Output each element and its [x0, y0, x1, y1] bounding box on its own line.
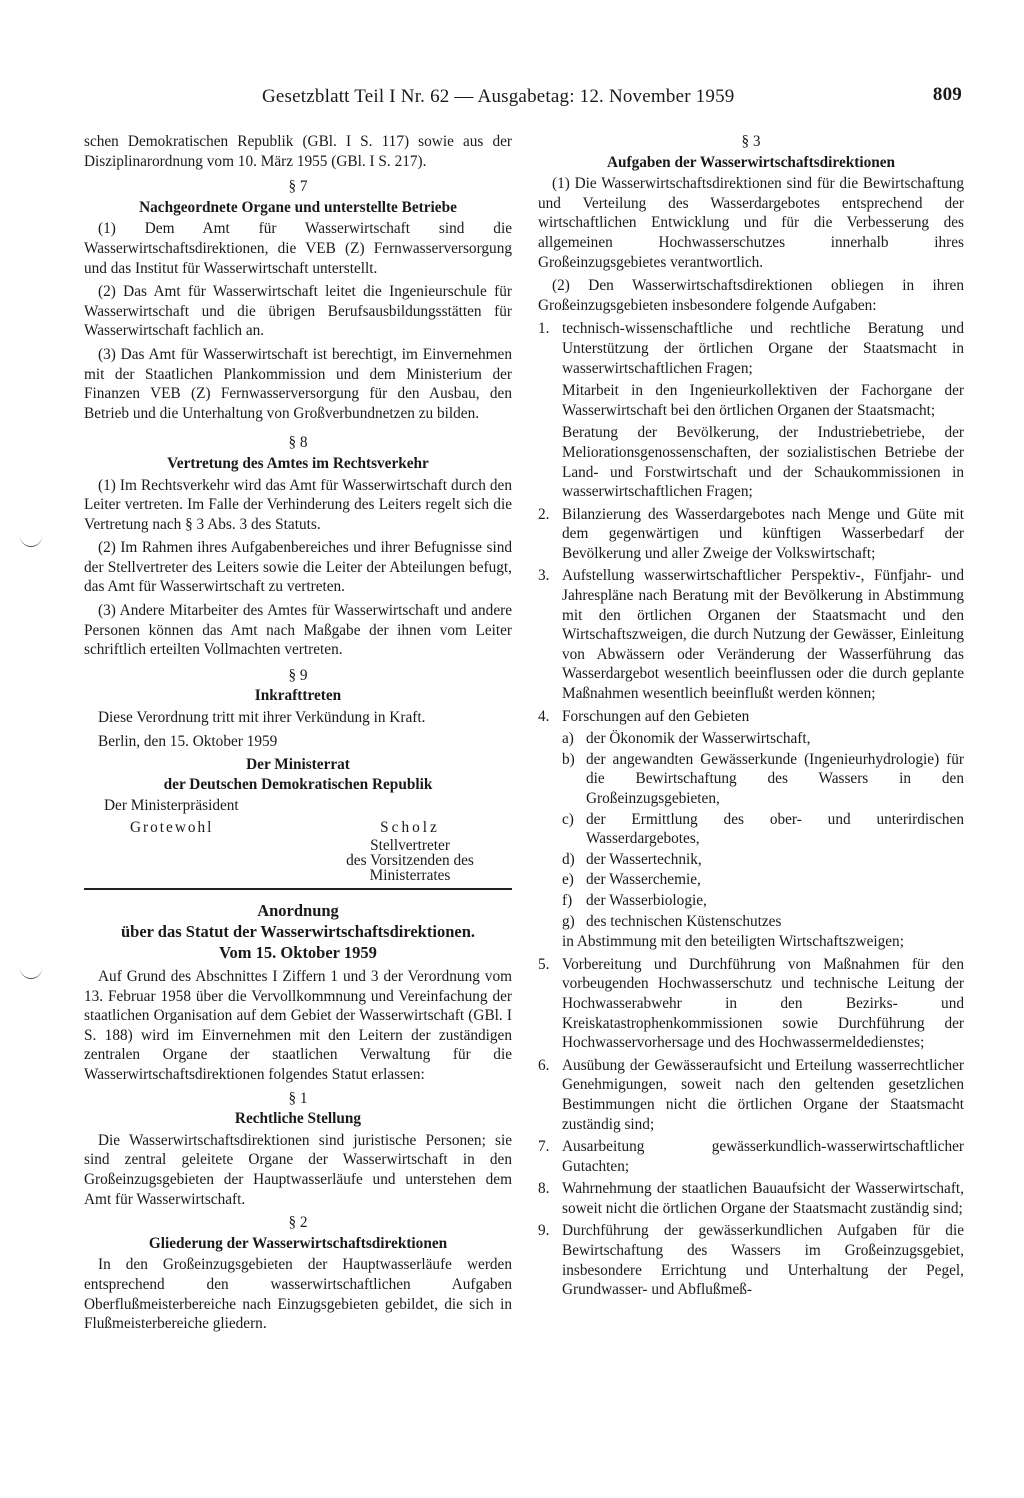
- sub-item-text: der Wasserbiologie,: [586, 891, 707, 909]
- signature-role-line: des Vorsitzenden des: [346, 851, 474, 869]
- section-number: § 1: [288, 1089, 308, 1107]
- list-item: [538, 955, 964, 1053]
- sub-item-text: der Ökonomik der Wasserwirtschaft,: [586, 730, 811, 748]
- sub-item-letter: c): [562, 810, 574, 828]
- intro-paragraph: schen Demokratischen Republik (GBl. I S. 117) sowie aus der Disziplinarordnung vom 10. März 1955 (GBl. I S. 217).: [84, 133, 512, 170]
- item-text: Mitarbeit in den Ingenieurkollektiven der Fachorgane der Wasserwirtschaft bei den örtlichen Organen der Staatsmacht;: [562, 382, 964, 419]
- item-text: Ausarbeitung gewässerkundlich-wasserwirtschaftlicher Gutachten;: [562, 1138, 964, 1175]
- sub-item-letter: b): [562, 750, 575, 768]
- section-number: § 9: [288, 666, 308, 684]
- signature-role-line: Stellvertreter: [370, 836, 450, 854]
- margin-mark: [20, 536, 42, 547]
- item-text: Beratung der Bevölkerung, der Industriebetriebe, der Meliorationsgenossenschaften, der sozialistischen Betriebe der Land- und Forstwirtschaft und der Schaukommissionen in wasserwirtschaftlichen Fragen;: [562, 424, 964, 501]
- council-line-2: der Deutschen Demokratischen Republik: [163, 775, 433, 793]
- list-item: [538, 1221, 964, 1299]
- paragraph: (1) Die Wasserwirtschaftsdirektionen sind für die Bewirtschaftung und Verteilung des Wasserdargebotes entsprechend der wirtschaftlichen Entwicklung und für die Verbesserung des allgemeinen Hochwasserschutzes innerhalb ihres Großeinzugsgebietes verantwortlich.: [538, 175, 964, 271]
- signature-role-line: Ministerrates: [369, 866, 451, 884]
- sub-list-item: [562, 729, 964, 749]
- paragraph: Diese Verordnung tritt mit ihrer Verkündung in Kraft.: [98, 709, 426, 727]
- paragraph: In den Großeinzugsgebieten der Hauptwasserläufe werden entsprechend den wasserwirtschaftlichen Aufgaben Oberflußmeisterbereiche nach Einzugsgebieten gebildet, die sich in Flußmeisterbereiche gliedern.: [84, 1256, 512, 1333]
- paragraph: (3) Das Amt für Wasserwirtschaft ist berechtigt, im Einvernehmen mit der Staatlichen Plankommission und dem Ministerium der Finanzen VEB (Z) Fernwasserversorgung für den Ausbau, den Betrieb und die Unterhaltung von Großverbundnetzen zu bilden.: [84, 345, 512, 422]
- paragraph: (2) Im Rahmen ihres Aufgabenbereiches und ihrer Befugnisse sind der Stellvertreter des Leiters sowie die Leiter der Abteilungen befugt, das Amt für Wasserwirtschaft zu vertreten.: [84, 539, 512, 596]
- ordinance-intro: Auf Grund des Abschnittes I Ziffern 1 und 3 der Verordnung vom 13. Februar 1958 über die Vervollkommnung und Vereinfachung der staatlichen Organisation auf dem Gebiet der Wasserwirtschaft (GBl. I S. 188) wird im Einvernehmen mit den Leitern der zuständigen zentralen Organe der staatlichen Verwaltung für die Wasserwirtschaftsdirektionen folgendes Statut erlassen:: [84, 968, 512, 1083]
- ordinance-subtitle: über das Statut der Wasserwirtschaftsdirektionen.: [120, 922, 475, 941]
- section-number: § 3: [741, 133, 761, 150]
- list-item: [538, 1137, 964, 1176]
- item-number: 7.: [538, 1138, 550, 1156]
- signature-grotewohl: Grotewohl: [130, 819, 214, 836]
- section-heading: Gliederung der Wasserwirtschaftsdirektionen: [148, 1234, 448, 1252]
- sub-item-text: der Wasserchemie,: [586, 871, 701, 889]
- sub-item-letter: f): [562, 891, 573, 909]
- sub-list-item: [562, 850, 964, 870]
- sub-list-item: [562, 891, 964, 911]
- page-number: 809: [932, 84, 962, 105]
- paragraph: (3) Andere Mitarbeiter des Amtes für Wasserwirtschaft und andere Personen können das Amt nach Maßgabe der ihnen vom Leiter schriftlich erteilten Vollmachten vertreten.: [84, 602, 512, 659]
- sub-list-item: [562, 912, 964, 932]
- sub-list-item: [562, 870, 964, 890]
- section-heading: Aufgaben der Wasserwirtschaftsdirektionen: [606, 153, 896, 171]
- item-text: Bilanzierung des Wasserdargebotes nach Menge und Güte mit dem gegenwärtigen und künftigen Wasserbedarf der Bevölkerung und aller Zweige der Volkswirtschaft;: [562, 505, 964, 562]
- section-heading: Vertretung des Amtes im Rechtsverkehr: [167, 454, 429, 472]
- list-item: [538, 319, 964, 501]
- place-date: Berlin, den 15. Oktober 1959: [98, 732, 278, 750]
- sub-list: [562, 729, 964, 931]
- item-text: Vorbereitung und Durchführung von Maßnahmen für den vorbeugenden Hochwasserschutz und technische Leitung der Hochwasserabwehr in den Bezirks- und Kreiskatastrophenkommissionen sowie Durchführung der Hochwasservorhersage und des Hochwassermeldedienstes;: [562, 955, 964, 1052]
- item-number: 2.: [538, 505, 550, 523]
- sub-item-letter: e): [562, 871, 574, 889]
- sub-item-text: des technischen Küstenschutzes: [586, 912, 782, 930]
- paragraph: (1) Dem Amt für Wasserwirtschaft sind die Wasserwirtschaftsdirektionen, die VEB (Z) Fernwasserversorgung und das Institut für Wasserwirtschaft unterstellt.: [84, 220, 512, 277]
- sub-list-item: [562, 750, 964, 809]
- list-item: [538, 566, 964, 703]
- item-number: 9.: [538, 1222, 550, 1240]
- paragraph: Die Wasserwirtschaftsdirektionen sind juristische Personen; sie sind zentral geleitete Organe der Wasserwirtschaft in den Großeinzugsgebieten der Hauptwasserläufe und unterstehen dem Amt für Wasserwirtschaft.: [84, 1131, 512, 1208]
- item-text: in Abstimmung mit den beteiligten Wirtschaftszweigen;: [562, 933, 904, 951]
- item-text: Durchführung der gewässerkundlichen Aufgaben für die Bewirtschaftung des Wassers im Großeinzugsgebiet, insbesondere Errichtung und Unterhaltung der Pegel, Grundwasser- und Abflußmeß-: [562, 1222, 964, 1299]
- item-number: 1.: [538, 320, 550, 338]
- paragraph: (1) Im Rechtsverkehr wird das Amt für Wasserwirtschaft durch den Leiter vertreten. Im Falle der Verhinderung des Leiters regelt sich die Vertretung nach § 3 Abs. 3 des Statuts.: [84, 476, 512, 533]
- right-column: [538, 132, 964, 1303]
- sub-item-letter: g): [562, 912, 575, 930]
- sub-list-item: [562, 810, 964, 849]
- margin-mark: [20, 968, 42, 979]
- divider-rule: [84, 888, 512, 890]
- ordinance-title: Anordnung: [257, 901, 339, 920]
- section-heading: Inkrafttreten: [254, 687, 342, 705]
- item-number: 6.: [538, 1056, 550, 1074]
- ordinance-date: Vom 15. Oktober 1959: [219, 943, 377, 962]
- signature-scholz-block: [320, 818, 500, 883]
- council-line-1: Der Ministerrat: [246, 756, 350, 774]
- sub-item-text: der angewandten Gewässerkunde (Ingenieurhydrologie) für die Bewirtschaftung des Wassers in den Großeinzugsgebieten,: [586, 750, 964, 807]
- item-text: Ausübung der Gewässeraufsicht und Erteilung wasserrechtlicher Genehmigungen, soweit nach den geltenden gesetzlichen Bestimmungen nicht die örtlichen Organe der Staatsmacht zuständig sind;: [562, 1056, 964, 1133]
- section-heading: Nachgeordnete Organe und unterstellte Betriebe: [139, 198, 457, 216]
- signature-block: [84, 818, 512, 884]
- signature-scholz: Scholz: [380, 819, 440, 836]
- item-number: 5.: [538, 955, 550, 973]
- item-number: 3.: [538, 567, 550, 585]
- section-number: § 2: [288, 1214, 308, 1232]
- header-title: Gesetzblatt Teil I Nr. 62 — Ausgabetag: 12. November 1959: [262, 86, 735, 107]
- left-column: [84, 132, 512, 1338]
- section-heading: Rechtliche Stellung: [234, 1110, 362, 1128]
- section-number: § 8: [288, 434, 308, 452]
- item-text: Wahrnehmung der staatlichen Bauaufsicht der Wasserwirtschaft, soweit nicht die örtlichen Organe der Staatsmacht zuständig sind;: [562, 1180, 964, 1217]
- paragraph: (2) Den Wasserwirtschaftsdirektionen obliegen in ihren Großeinzugsgebieten insbesondere folgende Aufgaben:: [538, 277, 964, 314]
- list-item: [538, 505, 964, 564]
- list-item: [538, 1179, 964, 1218]
- section-number: § 7: [288, 178, 308, 196]
- item-text: technisch-wissenschaftliche und rechtliche Beratung und Unterstützung der örtlichen Organe der Staatsmacht in wasserwirtschaftlichen Fragen;: [562, 320, 964, 377]
- item-number: 4.: [538, 707, 550, 725]
- item-text: Aufstellung wasserwirtschaftlicher Perspektiv-, Fünfjahr- und Jahrespläne nach Beratung mit der Bevölkerung in Abstimmung mit den örtlichen Organen der Staatsmacht und den Wirtschaftszweigen, die durch Nutzung der Gewässer, Einleitung von Abwässern oder Veränderung der Wasserführung das Wasserdargebot wesentlich beeinflussen oder die durch geplante Maßnahmen wesentlich beeinflußt werden können;: [562, 567, 964, 703]
- sub-item-letter: d): [562, 850, 575, 868]
- list-item: [538, 707, 964, 952]
- paragraph: (2) Das Amt für Wasserwirtschaft leitet die Ingenieurschule für Wasserwirtschaft und die übrigen Berufsausbildungsstätten für Wasserwirtschaft fachlich an.: [84, 283, 512, 340]
- item-number: 8.: [538, 1180, 550, 1198]
- list-item: [538, 1056, 964, 1134]
- sub-item-text: der Wassertechnik,: [586, 850, 702, 868]
- task-list: [538, 319, 964, 1300]
- sub-item-letter: a): [562, 730, 574, 748]
- pm-role: Der Ministerpräsident: [104, 797, 239, 815]
- item-text: Forschungen auf den Gebieten: [562, 707, 750, 725]
- sub-item-text: der Ermittlung des ober- und unterirdischen Wasserdargebotes,: [586, 810, 964, 848]
